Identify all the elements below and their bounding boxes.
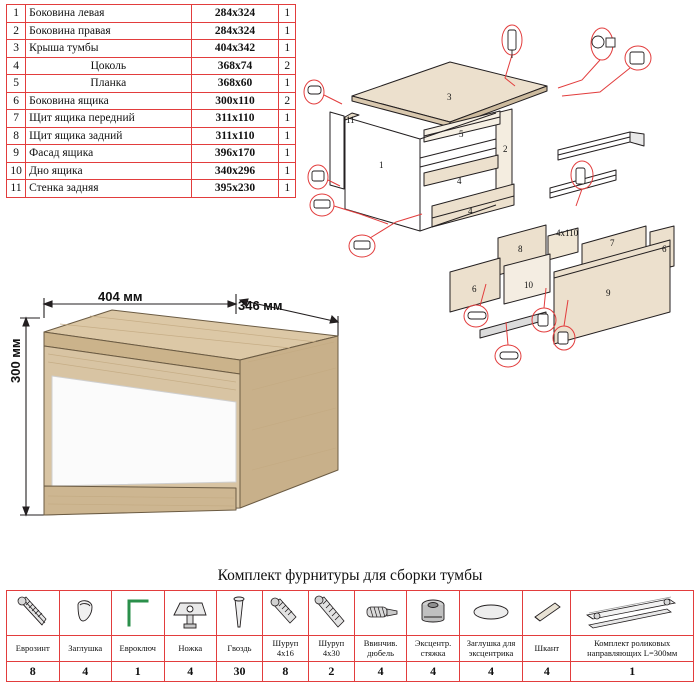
dowel-icon bbox=[527, 593, 567, 633]
hardware-count: 1 bbox=[112, 662, 165, 682]
part-quantity: 1 bbox=[279, 180, 296, 198]
part-quantity: 2 bbox=[279, 57, 296, 75]
part-name: Цоколь bbox=[26, 57, 191, 75]
part-dimension: 300х110 bbox=[191, 92, 279, 110]
callout-label-8: 8 bbox=[518, 244, 523, 254]
part-quantity: 1 bbox=[279, 110, 296, 128]
part-dimension: 284х324 bbox=[191, 22, 279, 40]
hardware-icon-cell bbox=[308, 591, 354, 636]
part-dimension: 340х296 bbox=[191, 162, 279, 180]
part-name: Дно ящика bbox=[26, 162, 191, 180]
drawer-note: 4х110 bbox=[556, 228, 579, 238]
part-number: 8 bbox=[7, 127, 26, 145]
table-row bbox=[7, 180, 296, 198]
part-dimension: 284х324 bbox=[191, 5, 279, 23]
part-dimension: 311х110 bbox=[191, 127, 279, 145]
part-name: Боковина правая bbox=[26, 22, 191, 40]
part-dimension: 311х110 bbox=[191, 110, 279, 128]
table-row bbox=[7, 127, 296, 145]
part-dimension: 404х342 bbox=[191, 40, 279, 58]
hardware-count: 4 bbox=[354, 662, 407, 682]
hardware-name: Ввинчив. дюбель bbox=[354, 636, 407, 662]
part-dimension: 396х170 bbox=[191, 145, 279, 163]
hardware-icon-cell bbox=[164, 591, 217, 636]
table-row bbox=[7, 40, 296, 58]
hardware-name: Заглушка bbox=[59, 636, 112, 662]
hardware-count: 30 bbox=[217, 662, 263, 682]
hardware-count: 4 bbox=[164, 662, 217, 682]
part-quantity: 1 bbox=[279, 22, 296, 40]
part-name: Фасад ящика bbox=[26, 145, 191, 163]
part-dimension: 368х60 bbox=[191, 75, 279, 93]
part-quantity: 1 bbox=[279, 75, 296, 93]
cap-plug-icon bbox=[64, 593, 106, 633]
part-number: 2 bbox=[7, 22, 26, 40]
hardware-name: Еврозинт bbox=[7, 636, 60, 662]
table-row bbox=[7, 75, 296, 93]
hardware-icon-cell bbox=[523, 591, 571, 636]
callout-label-5: 5 bbox=[459, 129, 464, 139]
screw-4x16-icon bbox=[266, 593, 304, 633]
part-number: 6 bbox=[7, 92, 26, 110]
hardware-icon-cell bbox=[571, 591, 694, 636]
part-quantity: 2 bbox=[279, 92, 296, 110]
callout-label-6r: 6 bbox=[662, 244, 667, 254]
hardware-count: 8 bbox=[262, 662, 308, 682]
part-number: 5 bbox=[7, 75, 26, 93]
hardware-name: Заглушка для эксцентрика bbox=[459, 636, 522, 662]
hardware-name: Шкант bbox=[523, 636, 571, 662]
hardware-icon-cell bbox=[262, 591, 308, 636]
width-dimension-label: 404 мм bbox=[98, 289, 143, 304]
screw-in-dowel-icon bbox=[359, 593, 403, 633]
nail-icon bbox=[221, 593, 257, 633]
part-quantity: 1 bbox=[279, 145, 296, 163]
parts-table bbox=[6, 4, 296, 198]
part-quantity: 1 bbox=[279, 127, 296, 145]
hardware-icon-cell bbox=[112, 591, 165, 636]
parts-table-body bbox=[7, 5, 296, 198]
hardware-count: 2 bbox=[308, 662, 354, 682]
furniture-leg-icon bbox=[168, 593, 212, 633]
hardware-icon-cell bbox=[459, 591, 522, 636]
part-quantity: 1 bbox=[279, 162, 296, 180]
product-svg bbox=[0, 270, 390, 550]
callout-label-1: 1 bbox=[379, 160, 384, 170]
hardware-count: 4 bbox=[59, 662, 112, 682]
table-row bbox=[7, 22, 296, 40]
part-name: Щит ящика задний bbox=[26, 127, 191, 145]
hardware-icon-cell bbox=[7, 591, 60, 636]
part-name: Планка bbox=[26, 75, 191, 93]
depth-dimension-label: 346 мм bbox=[238, 298, 283, 313]
hardware-icon-cell bbox=[59, 591, 112, 636]
hardware-count: 8 bbox=[7, 662, 60, 682]
part-quantity: 1 bbox=[279, 5, 296, 23]
hardware-icon-cell bbox=[407, 591, 460, 636]
hardware-name: Комплект роликовых направляющих L=300мм bbox=[571, 636, 694, 662]
callout-label-6l: 6 bbox=[472, 284, 477, 294]
part-number: 7 bbox=[7, 110, 26, 128]
part-dimension: 368х74 bbox=[191, 57, 279, 75]
part-number: 9 bbox=[7, 145, 26, 163]
hardware-name: Шуруп 4х30 bbox=[308, 636, 354, 662]
table-row bbox=[7, 110, 296, 128]
hardware-count: 4 bbox=[459, 662, 522, 682]
allen-key-icon bbox=[117, 593, 159, 633]
callout-label-7: 7 bbox=[610, 238, 615, 248]
hardware-icon-cell bbox=[354, 591, 407, 636]
roller-slides-icon bbox=[579, 593, 685, 633]
hardware-names-row bbox=[7, 636, 694, 662]
callout-label-9: 9 bbox=[606, 288, 611, 298]
hardware-name: Ножка bbox=[164, 636, 217, 662]
cam-lock-icon bbox=[412, 593, 454, 633]
part-number: 4 bbox=[7, 57, 26, 75]
hardware-icons-row bbox=[7, 591, 694, 636]
part-name: Крыша тумбы bbox=[26, 40, 191, 58]
hardware-kit-title: Комплект фурнитуры для сборки тумбы bbox=[217, 567, 483, 584]
table-row bbox=[7, 145, 296, 163]
part-name: Щит ящика передний bbox=[26, 110, 191, 128]
hardware-name: Евроключ bbox=[112, 636, 165, 662]
hardware-kit-table bbox=[6, 590, 694, 682]
callout-label-11: 11 bbox=[346, 115, 355, 125]
height-dimension-label: 300 мм bbox=[8, 338, 23, 383]
part-number: 10 bbox=[7, 162, 26, 180]
callout-label-4: 4 bbox=[457, 176, 462, 186]
part-quantity: 1 bbox=[279, 40, 296, 58]
table-row bbox=[7, 57, 296, 75]
hardware-icon-cell bbox=[217, 591, 263, 636]
part-name: Стенка задняя bbox=[26, 180, 191, 198]
screw-4x30-icon bbox=[312, 593, 350, 633]
hardware-counts-row bbox=[7, 662, 694, 682]
part-number: 1 bbox=[7, 5, 26, 23]
part-name: Боковина левая bbox=[26, 5, 191, 23]
part-dimension: 395х230 bbox=[191, 180, 279, 198]
hardware-count: 4 bbox=[523, 662, 571, 682]
callout-label-3: 3 bbox=[447, 92, 452, 102]
hardware-name: Шуруп 4х16 bbox=[262, 636, 308, 662]
hardware-name: Эксцентр. стяжка bbox=[407, 636, 460, 662]
callout-label-4b: 4 bbox=[468, 206, 473, 216]
hardware-count: 4 bbox=[407, 662, 460, 682]
table-row bbox=[7, 92, 296, 110]
product-dimension-drawing bbox=[0, 270, 390, 550]
cam-cover-icon bbox=[465, 593, 517, 633]
callout-label-10: 10 bbox=[524, 280, 533, 290]
euro-screw-icon bbox=[12, 593, 54, 633]
callout-label-2: 2 bbox=[503, 144, 508, 154]
part-name: Боковина ящика bbox=[26, 92, 191, 110]
table-row bbox=[7, 162, 296, 180]
part-number: 11 bbox=[7, 180, 26, 198]
hardware-count: 1 bbox=[571, 662, 694, 682]
hardware-name: Гвоздь bbox=[217, 636, 263, 662]
part-number: 3 bbox=[7, 40, 26, 58]
table-row bbox=[7, 5, 296, 23]
